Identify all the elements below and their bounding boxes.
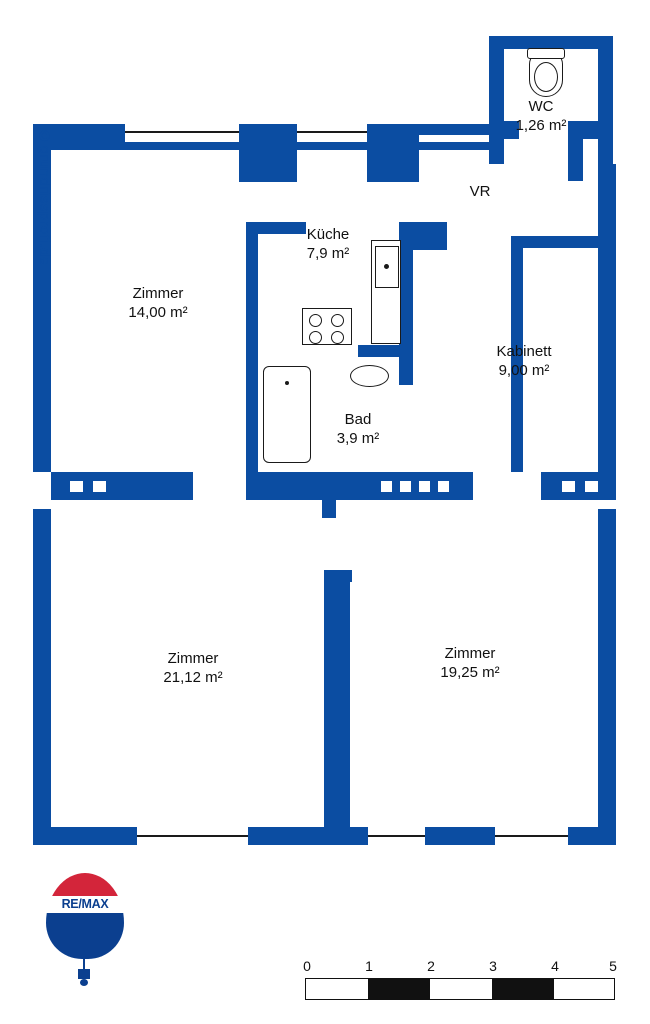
vent-mark bbox=[381, 481, 392, 492]
room-name: Bad bbox=[344, 411, 372, 428]
brand-name: RE/MAX bbox=[61, 897, 109, 911]
scale-tick-5: 5 bbox=[609, 958, 617, 974]
wall-segment bbox=[568, 827, 616, 845]
wall-segment bbox=[598, 509, 616, 845]
wall-segment bbox=[33, 509, 51, 845]
room-name: Kabinett bbox=[496, 343, 552, 360]
room-area: 19,25 m² bbox=[440, 663, 500, 681]
window-line bbox=[368, 835, 425, 837]
scale-tick-1: 1 bbox=[365, 958, 373, 974]
wall-segment bbox=[322, 500, 336, 518]
room-area: 7,9 m² bbox=[306, 244, 350, 262]
scale-numbers bbox=[297, 958, 623, 976]
vent-mark bbox=[438, 481, 449, 492]
room-name: Zimmer bbox=[167, 650, 219, 667]
scale-segment bbox=[368, 979, 430, 999]
balloon-stripe-red bbox=[46, 873, 124, 896]
wall-segment bbox=[248, 827, 368, 845]
balloon-stripe-blue bbox=[46, 913, 124, 959]
window-line bbox=[125, 131, 239, 133]
room-label-bad bbox=[310, 411, 406, 449]
wall-segment bbox=[324, 570, 338, 845]
remax-logo bbox=[36, 873, 132, 1008]
stove-burner bbox=[309, 331, 322, 344]
scale-tick-4: 4 bbox=[551, 958, 559, 974]
scale-segment bbox=[492, 979, 554, 999]
wall-segment bbox=[367, 124, 419, 142]
wall-segment bbox=[419, 124, 493, 135]
room-label-zimmer-21 bbox=[135, 650, 251, 688]
room-name: Zimmer bbox=[132, 285, 184, 302]
vent-mark bbox=[70, 481, 83, 492]
room-area: 21,12 m² bbox=[163, 668, 223, 686]
room-area: 9,00 m² bbox=[498, 361, 550, 379]
vent-mark bbox=[419, 481, 430, 492]
room-label-kueche bbox=[278, 226, 378, 264]
room-name: Zimmer bbox=[444, 645, 496, 662]
wall-segment bbox=[33, 827, 137, 845]
toilet-bowl bbox=[534, 62, 558, 92]
toilet-tank bbox=[527, 48, 565, 59]
wall-segment bbox=[246, 222, 258, 472]
window-line bbox=[137, 835, 248, 837]
watermark-text: ©grundrissprofi.de bbox=[36, 128, 53, 266]
room-area: 1,26 m² bbox=[515, 116, 567, 134]
room-area: 3,9 m² bbox=[336, 429, 380, 447]
vent-mark bbox=[585, 481, 598, 492]
room-label-vr bbox=[437, 183, 523, 202]
balloon-base bbox=[80, 979, 88, 986]
room-label-zimmer-19 bbox=[412, 645, 528, 683]
scale-tick-3: 3 bbox=[489, 958, 497, 974]
scale-tick-2: 2 bbox=[427, 958, 435, 974]
room-name: VR bbox=[469, 183, 491, 200]
stove-burner bbox=[331, 331, 344, 344]
wall-segment bbox=[239, 124, 297, 142]
wall-segment bbox=[425, 827, 495, 845]
window-line bbox=[297, 131, 367, 133]
wall-segment bbox=[598, 36, 613, 164]
balloon-icon bbox=[46, 873, 124, 959]
washbasin-fixture bbox=[350, 365, 389, 387]
wall-segment bbox=[568, 139, 583, 181]
room-label-kabinett bbox=[456, 343, 592, 381]
vent-mark bbox=[93, 481, 106, 492]
wall-segment bbox=[338, 570, 350, 845]
vent-mark bbox=[562, 481, 575, 492]
wall-segment bbox=[399, 345, 413, 385]
room-name: WC bbox=[528, 98, 554, 115]
wall-segment bbox=[399, 222, 447, 250]
wall-segment bbox=[33, 142, 495, 150]
room-area: 14,00 m² bbox=[128, 303, 188, 321]
vent-mark bbox=[400, 481, 411, 492]
bathtub-drain bbox=[285, 381, 289, 385]
room-name: Küche bbox=[306, 226, 350, 243]
scale-tick-0: 0 bbox=[303, 958, 311, 974]
wall-segment bbox=[511, 236, 601, 248]
room-label-zimmer-14 bbox=[100, 285, 216, 323]
wall-segment bbox=[541, 472, 616, 500]
kitchen-sink-drain bbox=[384, 264, 389, 269]
stove-burner bbox=[309, 314, 322, 327]
stove-burner bbox=[331, 314, 344, 327]
room-label-wc bbox=[498, 98, 584, 136]
window-line bbox=[495, 835, 568, 837]
wall-segment bbox=[598, 164, 616, 472]
scale-bar bbox=[305, 978, 615, 1000]
balloon-basket bbox=[78, 969, 90, 979]
